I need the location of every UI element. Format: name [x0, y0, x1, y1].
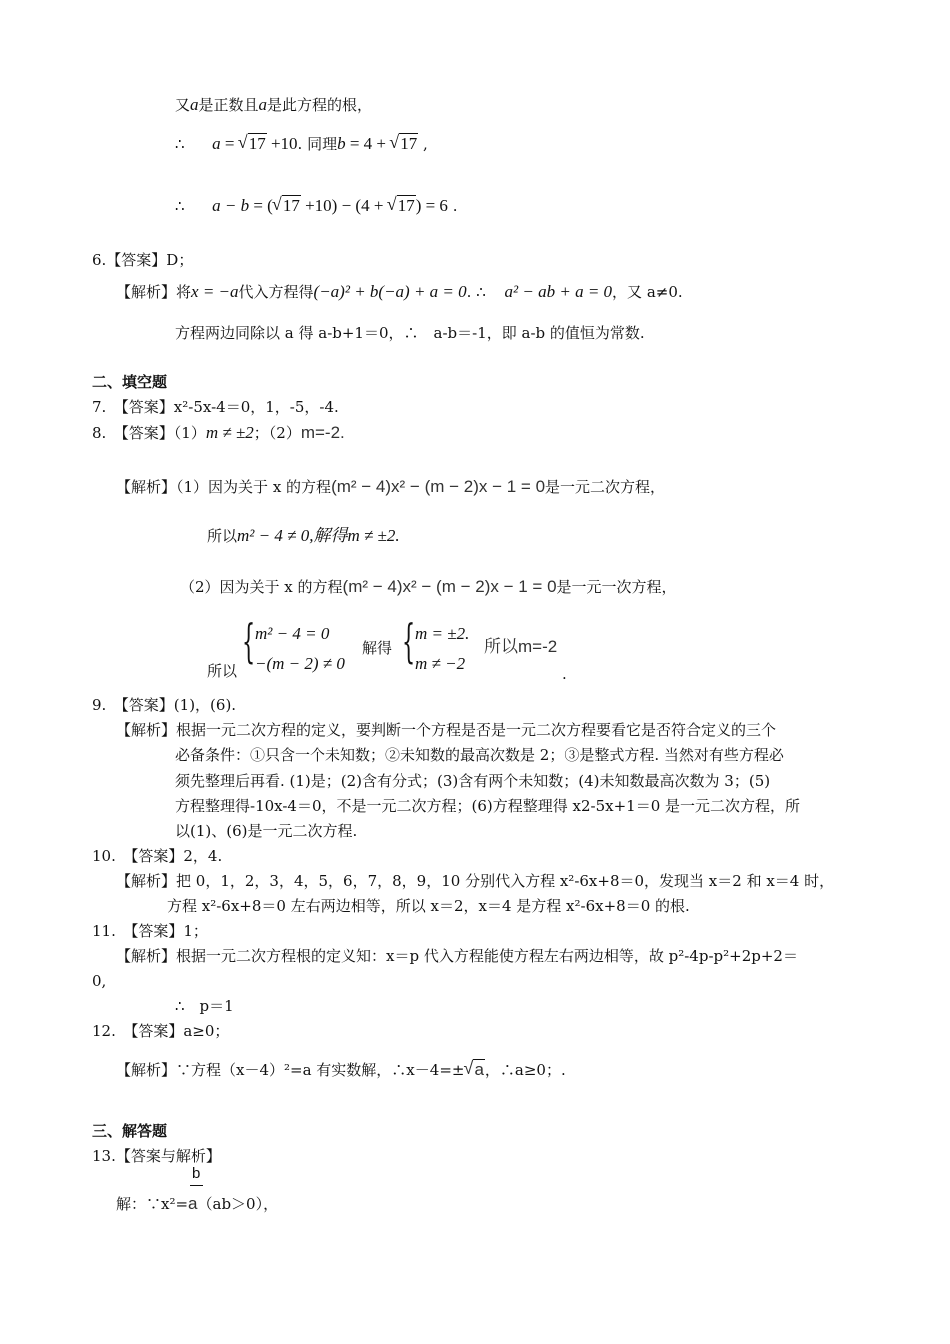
solution-brace: { [402, 614, 416, 668]
section-title-solve: 三、解答题 [92, 1122, 168, 1140]
sqrt-17: √ 17 [390, 134, 418, 154]
q8-result-dot: . [562, 665, 567, 683]
section-title-fill-in: 二、填空题 [92, 373, 168, 391]
q10-answer: 10. 【答案】2，4. [92, 847, 223, 865]
fraction-denominator: a [188, 1194, 198, 1213]
q5-line-root: 又a是正数且a是此方程的根， [175, 95, 373, 114]
q6-analysis-line2: 方程两边同除以 a 得 a-b+1＝0，∴ a-b＝-1，即 a-b 的值恒为常数. [175, 324, 645, 342]
q8-system-label: 所以 [207, 662, 238, 680]
q8-analysis-part2: （2）因为关于 x 的方程(m² − 4)x² − (m − 2)x − 1 = 0是一元一次方程， [180, 577, 677, 596]
q9-analysis-line3: 须先整理后再看. (1)是；(2)含有分式；(3)含有两个未知数；(4)未知数最高次数为 3；(5) [175, 772, 771, 790]
solution-eq1: m = ±2. [415, 624, 470, 643]
q9-analysis-line5: 以(1)、(6)是一元二次方程. [175, 822, 358, 840]
q8-solve-label: 解得 [362, 639, 393, 657]
sqrt-a: √ a [464, 1060, 484, 1080]
q7-answer: 7. 【答案】x²-5x-4＝0，1，-5，-4. [92, 398, 339, 416]
q9-analysis-line1: 【解析】根据一元二次方程的定义，要判断一个方程是否是一元二次方程要看它是否符合定义的三个 [116, 721, 777, 739]
q13-solution: 解：∵x²=a（ab＞0）， [116, 1194, 279, 1213]
therefore-symbol: ∴ [175, 135, 185, 153]
sqrt-17: √ 17 [239, 134, 267, 154]
system-eq1: m² − 4 = 0 [255, 624, 330, 643]
q11-analysis-line1: 【解析】根据一元二次方程根的定义知：x＝p 代入方程能使方程左右两边相等，故 p²-4p-p²+2p+2＝ [116, 947, 798, 965]
q13-answer-label: 13.【答案与解析】 [92, 1147, 221, 1165]
system-eq2: −(m − 2) ≠ 0 [255, 654, 345, 673]
q5-line-a-value: ∴ a = √ 17 +10. 同理b = 4 + √ 17 , [175, 134, 428, 154]
q11-analysis-line3: ∴ p＝1 [175, 997, 234, 1015]
q8-answer: 8. 【答案】（1）m ≠ ±2；（2）m=-2. [92, 423, 345, 442]
q11-analysis-line2: 0, [92, 972, 107, 990]
q9-analysis-line4: 方程整理得-10x-4＝0，不是一元二次方程；(6)方程整理得 x2-5x+1＝0 是一元二次方程，所 [175, 797, 801, 815]
q10-analysis-line2: 方程 x²-6x+8＝0 左右两边相等，所以 x＝2，x＝4 是方程 x²-6x+8＝0 的根. [167, 897, 690, 915]
fraction-bar [190, 1185, 203, 1186]
q5-line-difference: ∴ a − b = (√ 17 +10) − (4 + √ 17) = 6 . [175, 196, 457, 216]
q10-analysis-line1: 【解析】把 0，1，2，3，4，5，6，7，8，9，10 分别代入方程 x²-6x+8＝0，发现当 x＝2 和 x＝4 时， [116, 872, 835, 890]
fraction-numerator: b [192, 1165, 201, 1182]
q8-analysis-part1: 【解析】（1）因为关于 x 的方程(m² − 4)x² − (m − 2)x − 1 = 0是一元二次方程， [116, 477, 666, 496]
q6-analysis: 【解析】将x = −a代入方程得(−a)² + b(−a) + a = 0. ∴ a² − ab + a = 0，又 a≠0. [116, 282, 683, 301]
q6-answer: 6.【答案】D； [92, 251, 194, 269]
system-brace: { [242, 614, 256, 668]
q8-part1-result: 所以m² − 4 ≠ 0,解得m ≠ ±2. [207, 526, 400, 545]
q11-answer: 11. 【答案】1； [92, 922, 208, 940]
q9-analysis-line2: 必备条件：①只含一个未知数；②未知数的最高次数是 2；③是整式方程. 当然对有些方程必 [175, 746, 784, 764]
q12-answer: 12. 【答案】a≥0； [92, 1022, 230, 1040]
sqrt-17: √ 17 [273, 196, 301, 216]
q12-analysis: 【解析】∵方程（x－4）²=a 有实数解，∴x－4=±√ a，∴a≥0；. [116, 1060, 566, 1080]
q9-answer: 9. 【答案】(1)，(6). [92, 696, 237, 714]
sqrt-17: √ 17 [388, 196, 416, 216]
therefore-symbol: ∴ [175, 197, 185, 215]
solution-eq2: m ≠ −2 [415, 654, 466, 673]
q8-result: 所以m=-2 [484, 637, 558, 656]
